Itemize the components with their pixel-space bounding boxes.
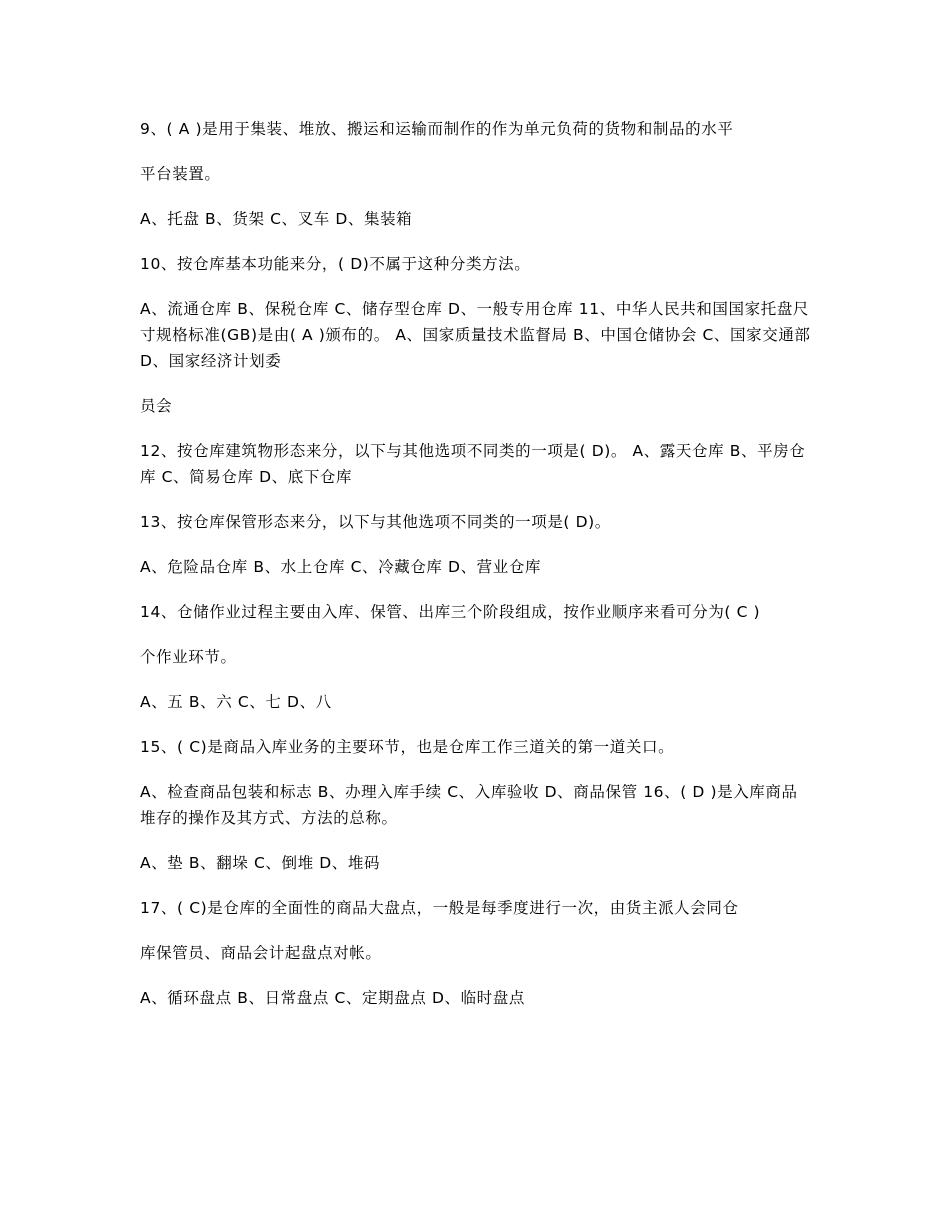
question-16-options: A、垫 B、翻垛 C、倒堆 D、堆码 xyxy=(140,854,381,872)
question-9-text-continued: 平台装置。 xyxy=(140,165,221,183)
question-15-text: 15、( C)是商品入库业务的主要环节，也是仓库工作三道关的第一道关口。 xyxy=(140,738,675,756)
question-14-text: 14、仓储作业过程主要由入库、保管、出库三个阶段组成，按作业顺序来看可分为( C ) xyxy=(140,603,761,621)
question-14-text-continued: 个作业环节。 xyxy=(140,648,237,666)
question-10-options-and-question-11: A、流通仓库 B、保税仓库 C、储存型仓库 D、一般专用仓库 11、中华人民共和国国家托盘尺寸规格标准(GB)是由( A )颁布的。 A、国家质量技术监督局 B、中国仓储协会 C、国家交通部 D、国家经济计划委 xyxy=(140,300,817,370)
question-13-options: A、危险品仓库 B、水上仓库 C、冷藏仓库 D、营业仓库 xyxy=(140,558,542,576)
question-9-text: 9、( A )是用于集装、堆放、搬运和运输而制作的作为单元负荷的货物和制品的水平 xyxy=(140,120,734,138)
document-page xyxy=(140,116,817,1030)
question-10-text: 10、按仓库基本功能来分，( D)不属于这种分类方法。 xyxy=(140,255,531,273)
question-17-options: A、循环盘点 B、日常盘点 C、定期盘点 D、临时盘点 xyxy=(140,989,525,1007)
question-17-text: 17、( C)是仓库的全面性的商品大盘点，一般是每季度进行一次，由货主派人会同仓 xyxy=(140,899,739,917)
question-11-options-continued: 员会 xyxy=(140,397,173,415)
question-9-options: A、托盘 B、货架 C、叉车 D、集装箱 xyxy=(140,210,413,228)
question-14-options: A、五 B、六 C、七 D、八 xyxy=(140,693,332,711)
question-15-options-and-question-16: A、检查商品包装和标志 B、办理入库手续 C、入库验收 D、商品保管 16、( D )是入库商品堆存的操作及其方式、方法的总称。 xyxy=(140,783,798,827)
question-13-text: 13、按仓库保管形态来分，以下与其他选项不同类的一项是( D)。 xyxy=(140,513,611,531)
question-17-text-continued: 库保管员、商品会计起盘点对帐。 xyxy=(140,944,382,962)
question-12-text: 12、按仓库建筑物形态来分，以下与其他选项不同类的一项是( D)。 A、露天仓库 B、平房仓库 C、简易仓库 D、底下仓库 xyxy=(140,442,806,486)
